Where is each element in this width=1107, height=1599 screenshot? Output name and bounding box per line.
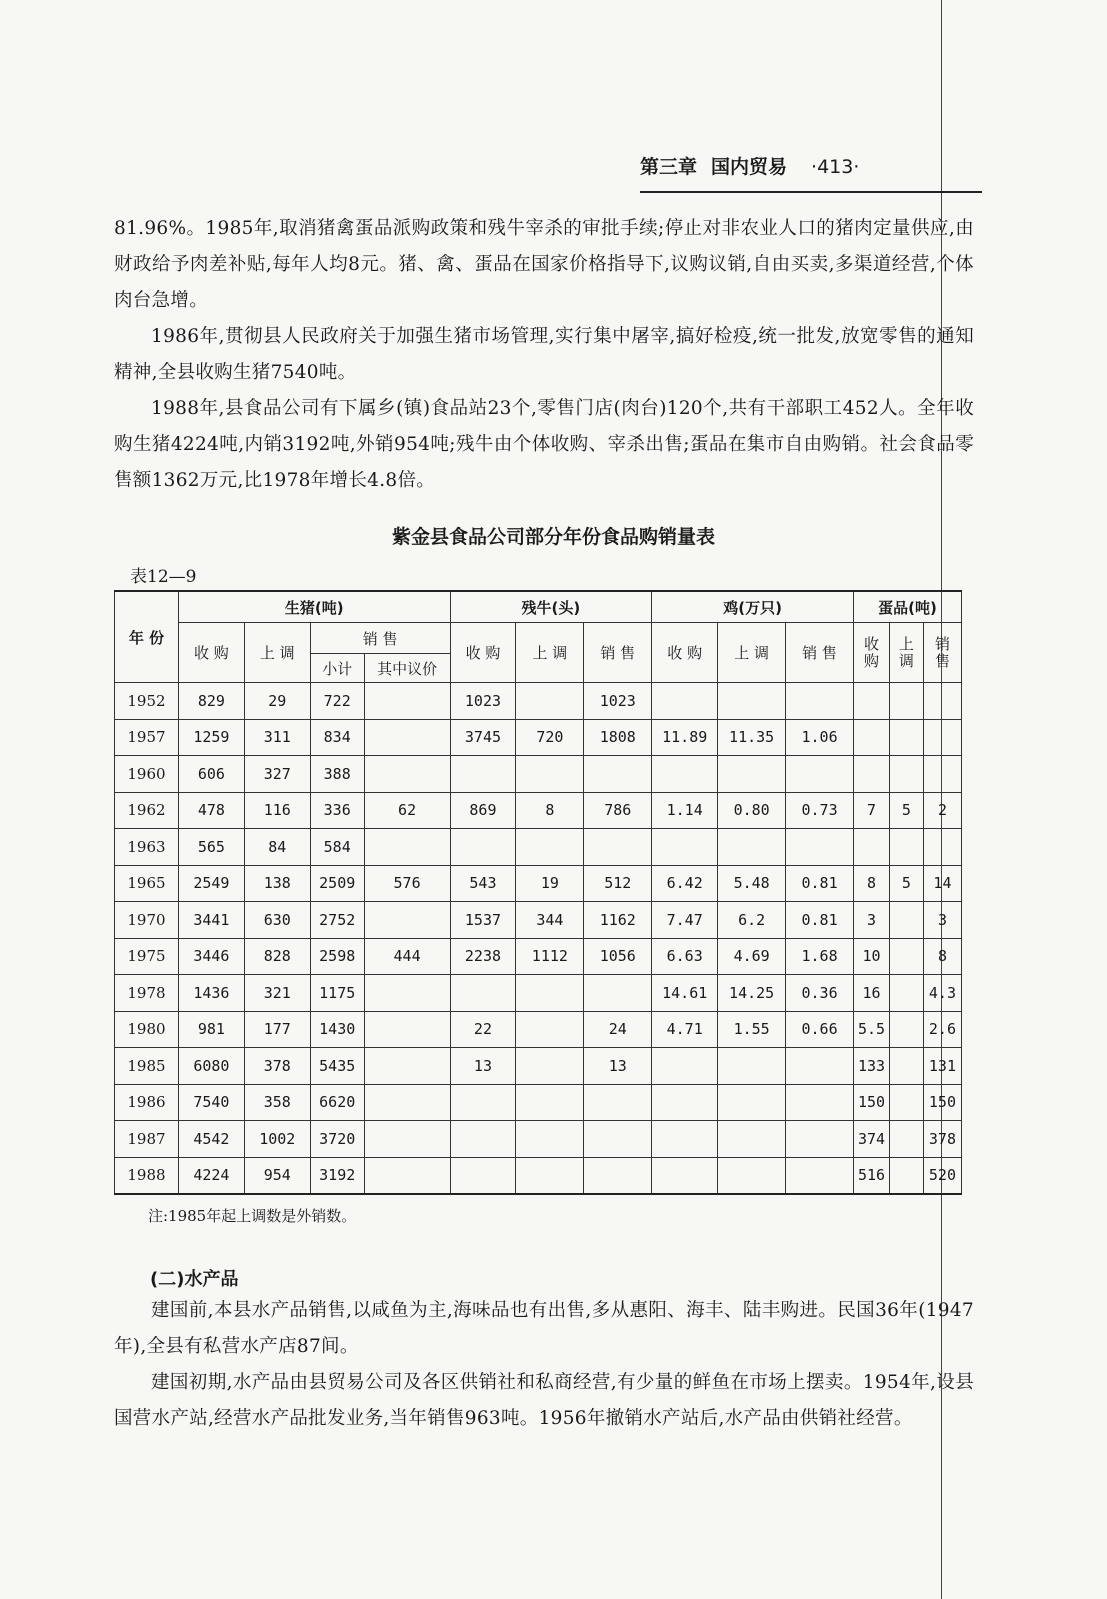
cell-pig-subtotal: 2598 [310,938,364,975]
cell-chicken-sales [786,829,854,866]
cell-cattle-transfer [516,1011,584,1048]
cell-egg-sales: 150 [923,1084,961,1121]
cell-cattle-sales [584,829,652,866]
cell-chicken-purchase: 14.61 [652,975,718,1012]
cell-egg-transfer [889,719,923,756]
cell-pig-subtotal: 3720 [310,1121,364,1158]
cell-chicken-purchase [652,1084,718,1121]
cell-egg-purchase [854,683,890,720]
cell-cattle-transfer [516,1121,584,1158]
cell-pig-subtotal: 722 [310,683,364,720]
cell-year: 1970 [115,902,179,939]
cell-pig-negotiated [364,975,450,1012]
cell-pig-purchase: 478 [178,792,244,829]
section-heading: (二)水产品 [150,1269,239,1290]
cell-pig-negotiated: 62 [364,792,450,829]
cell-cattle-purchase: 13 [450,1048,516,1085]
cell-pig-purchase: 4542 [178,1121,244,1158]
cell-chicken-transfer [718,1084,786,1121]
cell-cattle-transfer [516,683,584,720]
cell-year: 1962 [115,792,179,829]
cell-chicken-sales [786,683,854,720]
cell-chicken-sales: 0.73 [786,792,854,829]
col-header-egg-transfer: 上调 [889,623,923,683]
table-note: 注:1985年起上调数是外销数。 [148,1207,357,1225]
group-header-cattle: 残牛(头) [450,591,652,623]
cell-pig-transfer: 29 [244,683,310,720]
cell-pig-negotiated: 444 [364,938,450,975]
cell-egg-purchase: 3 [854,902,890,939]
table-row [115,792,962,829]
cell-pig-subtotal: 1175 [310,975,364,1012]
cell-year: 1975 [115,938,179,975]
cell-pig-transfer: 84 [244,829,310,866]
cell-egg-purchase [854,829,890,866]
cell-egg-purchase: 8 [854,865,890,902]
cell-cattle-sales: 1056 [584,938,652,975]
col-header-cattle-transfer: 上 调 [516,623,584,683]
cell-cattle-purchase [450,829,516,866]
cell-cattle-sales: 13 [584,1048,652,1085]
table-body [115,683,962,1195]
cell-chicken-transfer: 14.25 [718,975,786,1012]
table-row [115,1157,962,1194]
cell-cattle-sales [584,756,652,793]
cell-pig-negotiated: 576 [364,865,450,902]
paragraph: 建国初期,水产品由县贸易公司及各区供销社和私商经营,有少量的鲜鱼在市场上摆卖。1954年,设县国营水产站,经营水产品批发业务,当年销售963吨。1956年撤销水产站后,水产品由供销社经营。 [114,1372,974,1429]
cell-year: 1987 [115,1121,179,1158]
cell-egg-sales: 8 [923,938,961,975]
cell-cattle-sales: 1023 [584,683,652,720]
table-row [115,902,962,939]
cell-chicken-sales [786,1048,854,1085]
cell-pig-transfer: 327 [244,756,310,793]
cell-pig-transfer: 1002 [244,1121,310,1158]
cell-chicken-transfer [718,1157,786,1194]
cell-year: 1985 [115,1048,179,1085]
cell-egg-transfer [889,1121,923,1158]
cell-chicken-purchase [652,829,718,866]
cell-cattle-purchase: 1537 [450,902,516,939]
cell-pig-negotiated [364,683,450,720]
cell-chicken-purchase: 4.71 [652,1011,718,1048]
cell-pig-negotiated [364,1084,450,1121]
cell-pig-subtotal: 584 [310,829,364,866]
cell-cattle-purchase: 543 [450,865,516,902]
cell-egg-sales [923,683,961,720]
cell-cattle-purchase: 2238 [450,938,516,975]
table-title: 紫金县食品公司部分年份食品购销量表 [391,526,715,548]
cell-chicken-transfer [718,1048,786,1085]
cell-pig-transfer: 177 [244,1011,310,1048]
cell-egg-sales [923,756,961,793]
cell-chicken-purchase: 6.63 [652,938,718,975]
cell-chicken-purchase: 7.47 [652,902,718,939]
cell-pig-subtotal: 3192 [310,1157,364,1194]
chapter-label: 第三章 [640,156,698,178]
col-header-egg-purchase: 收购 [854,623,890,683]
cell-pig-subtotal: 336 [310,792,364,829]
cell-chicken-sales [786,1157,854,1194]
cell-cattle-transfer: 720 [516,719,584,756]
cell-chicken-purchase [652,1048,718,1085]
cell-pig-transfer: 138 [244,865,310,902]
cell-egg-transfer [889,938,923,975]
cell-chicken-transfer: 0.80 [718,792,786,829]
cell-pig-subtotal: 6620 [310,1084,364,1121]
cell-cattle-sales: 1808 [584,719,652,756]
cell-chicken-purchase [652,756,718,793]
cell-cattle-purchase: 3745 [450,719,516,756]
col-header-pig-transfer: 上 调 [244,623,310,683]
col-header-pig-subtotal: 小计 [310,654,364,683]
table-row [115,938,962,975]
cell-chicken-transfer [718,1121,786,1158]
cell-pig-purchase: 1436 [178,975,244,1012]
cell-chicken-sales [786,1121,854,1158]
cell-pig-purchase: 565 [178,829,244,866]
cell-cattle-purchase: 869 [450,792,516,829]
cell-egg-sales [923,829,961,866]
cell-chicken-sales [786,1084,854,1121]
cell-egg-transfer [889,902,923,939]
cell-pig-subtotal: 5435 [310,1048,364,1085]
col-header-cattle-purchase: 收 购 [450,623,516,683]
cell-egg-transfer [889,975,923,1012]
cell-chicken-sales: 1.06 [786,719,854,756]
running-header [640,152,980,179]
cell-cattle-transfer [516,829,584,866]
cell-egg-transfer [889,829,923,866]
cell-egg-sales: 2 [923,792,961,829]
cell-chicken-transfer: 1.55 [718,1011,786,1048]
cell-pig-negotiated [364,1048,450,1085]
cell-pig-purchase: 606 [178,756,244,793]
cell-egg-transfer [889,756,923,793]
cell-egg-transfer [889,1084,923,1121]
cell-year: 1986 [115,1084,179,1121]
cell-cattle-purchase: 22 [450,1011,516,1048]
cell-pig-purchase: 6080 [178,1048,244,1085]
cell-pig-purchase: 981 [178,1011,244,1048]
table-row [115,1011,962,1048]
group-header-chicken: 鸡(万只) [652,591,854,623]
cell-chicken-transfer [718,683,786,720]
cell-cattle-transfer [516,756,584,793]
paragraph: 建国前,本县水产品销售,以咸鱼为主,海味品也有出售,多从惠阳、海丰、陆丰购进。民国36年(1947年),全县有私营水产店87间。 [114,1300,974,1357]
cell-pig-negotiated [364,902,450,939]
cell-cattle-sales [584,1121,652,1158]
cell-cattle-transfer [516,1084,584,1121]
cell-cattle-sales [584,975,652,1012]
cell-chicken-transfer: 4.69 [718,938,786,975]
paragraph: 1988年,县食品公司有下属乡(镇)食品站23个,零售门店(肉台)120个,共有干部职工452人。全年收购生猪4224吨,内销3192吨,外销954吨;残牛由个体收购、宰杀出售;蛋品在集市自由购销。社会食品零售额1362万元,比1978年增长4.8倍。 [114,398,974,491]
cell-cattle-transfer: 19 [516,865,584,902]
cell-pig-transfer: 378 [244,1048,310,1085]
col-header-cattle-sales: 销 售 [584,623,652,683]
paragraph: 81.96%。1985年,取消猪禽蛋品派购政策和残牛宰杀的审批手续;停止对非农业人口的猪肉定量供应,由财政给予肉差补贴,每年人均8元。猪、禽、蛋品在国家价格指导下,议购议销,自由买卖,多渠道经营,个体肉台急增。 [114,218,974,311]
cell-pig-purchase: 829 [178,683,244,720]
cell-year: 1952 [115,683,179,720]
cell-pig-negotiated [364,829,450,866]
cell-cattle-sales: 1162 [584,902,652,939]
cell-pig-transfer: 630 [244,902,310,939]
cell-cattle-transfer: 8 [516,792,584,829]
cell-egg-purchase: 374 [854,1121,890,1158]
group-header-pig: 生猪(吨) [178,591,450,623]
cell-chicken-purchase: 11.89 [652,719,718,756]
sales-table [114,590,962,1195]
cell-chicken-sales [786,756,854,793]
cell-cattle-transfer: 1112 [516,938,584,975]
cell-egg-sales: 378 [923,1121,961,1158]
col-header-pig-purchase: 收 购 [178,623,244,683]
cell-chicken-purchase: 1.14 [652,792,718,829]
col-header-pig-sales: 销 售 [310,623,450,654]
cell-cattle-purchase [450,1157,516,1194]
cell-chicken-transfer [718,829,786,866]
cell-chicken-transfer: 6.2 [718,902,786,939]
cell-pig-transfer: 311 [244,719,310,756]
cell-pig-negotiated [364,1157,450,1194]
cell-egg-sales: 14 [923,865,961,902]
cell-cattle-sales: 786 [584,792,652,829]
cell-egg-sales: 2.6 [923,1011,961,1048]
cell-cattle-sales [584,1084,652,1121]
cell-cattle-transfer [516,1048,584,1085]
cell-pig-subtotal: 834 [310,719,364,756]
cell-chicken-transfer [718,756,786,793]
cell-pig-purchase: 4224 [178,1157,244,1194]
cell-pig-subtotal: 2752 [310,902,364,939]
cell-chicken-purchase [652,683,718,720]
cell-chicken-purchase [652,1157,718,1194]
cell-pig-purchase: 7540 [178,1084,244,1121]
cell-pig-transfer: 828 [244,938,310,975]
cell-egg-sales [923,719,961,756]
cell-year: 1988 [115,1157,179,1194]
table-row [115,829,962,866]
table-row [115,1084,962,1121]
cell-cattle-transfer [516,1157,584,1194]
cell-pig-purchase: 3441 [178,902,244,939]
table-row [115,683,962,720]
cell-pig-purchase: 3446 [178,938,244,975]
cell-cattle-purchase: 1023 [450,683,516,720]
table-row [115,1048,962,1085]
table-row [115,975,962,1012]
cell-chicken-purchase [652,1121,718,1158]
cell-egg-purchase: 133 [854,1048,890,1085]
cell-pig-negotiated [364,1121,450,1158]
col-header-egg-sales: 销售 [923,623,961,683]
cell-chicken-sales: 0.66 [786,1011,854,1048]
cell-pig-purchase: 2549 [178,865,244,902]
cell-pig-subtotal: 388 [310,756,364,793]
cell-pig-negotiated [364,1011,450,1048]
cell-cattle-sales [584,1157,652,1194]
cell-chicken-sales: 1.68 [786,938,854,975]
table-number: 表12—9 [130,567,197,587]
col-header-year: 年 份 [115,591,179,683]
cell-cattle-sales: 512 [584,865,652,902]
col-header-chicken-purchase: 收 购 [652,623,718,683]
cell-egg-transfer [889,1048,923,1085]
cell-egg-transfer: 5 [889,865,923,902]
cell-cattle-purchase [450,1121,516,1158]
cell-egg-purchase: 7 [854,792,890,829]
cell-pig-subtotal: 1430 [310,1011,364,1048]
cell-chicken-sales: 0.36 [786,975,854,1012]
cell-chicken-sales: 0.81 [786,902,854,939]
cell-pig-transfer: 954 [244,1157,310,1194]
cell-egg-purchase: 5.5 [854,1011,890,1048]
bottom-text-block [114,1293,974,1437]
page-number: ·413· [811,156,860,178]
col-header-chicken-transfer: 上 调 [718,623,786,683]
cell-egg-transfer [889,1157,923,1194]
cell-year: 1980 [115,1011,179,1048]
cell-year: 1960 [115,756,179,793]
chapter-title: 国内贸易 [711,156,788,178]
cell-egg-purchase: 516 [854,1157,890,1194]
cell-egg-transfer [889,1011,923,1048]
table-row [115,865,962,902]
cell-egg-sales: 131 [923,1048,961,1085]
top-text-block [114,211,974,499]
cell-egg-purchase [854,756,890,793]
cell-egg-transfer [889,683,923,720]
cell-egg-purchase: 10 [854,938,890,975]
cell-pig-subtotal: 2509 [310,865,364,902]
paragraph: 1986年,贯彻县人民政府关于加强生猪市场管理,实行集中屠宰,搞好检疫,统一批发,放宽零售的通知精神,全县收购生猪7540吨。 [114,326,974,383]
cell-pig-transfer: 116 [244,792,310,829]
cell-egg-purchase: 16 [854,975,890,1012]
table-row [115,1121,962,1158]
cell-year: 1963 [115,829,179,866]
cell-cattle-purchase [450,756,516,793]
cell-egg-transfer: 5 [889,792,923,829]
cell-pig-transfer: 321 [244,975,310,1012]
cell-pig-negotiated [364,756,450,793]
col-header-pig-negotiated: 其中议价 [364,654,450,683]
cell-year: 1957 [115,719,179,756]
cell-cattle-transfer: 344 [516,902,584,939]
cell-egg-sales: 4.3 [923,975,961,1012]
col-header-chicken-sales: 销 售 [786,623,854,683]
cell-egg-purchase [854,719,890,756]
cell-cattle-purchase [450,1084,516,1121]
cell-chicken-sales: 0.81 [786,865,854,902]
cell-year: 1978 [115,975,179,1012]
cell-chicken-transfer: 5.48 [718,865,786,902]
cell-egg-purchase: 150 [854,1084,890,1121]
cell-year: 1965 [115,865,179,902]
table-row [115,756,962,793]
cell-egg-sales: 3 [923,902,961,939]
cell-pig-negotiated [364,719,450,756]
cell-cattle-transfer [516,975,584,1012]
group-header-egg: 蛋品(吨) [854,591,962,623]
cell-cattle-sales: 24 [584,1011,652,1048]
cell-pig-transfer: 358 [244,1084,310,1121]
cell-pig-purchase: 1259 [178,719,244,756]
cell-chicken-purchase: 6.42 [652,865,718,902]
cell-cattle-purchase [450,975,516,1012]
cell-chicken-transfer: 11.35 [718,719,786,756]
header-rule [640,191,982,193]
cell-egg-sales: 520 [923,1157,961,1194]
table-row [115,719,962,756]
